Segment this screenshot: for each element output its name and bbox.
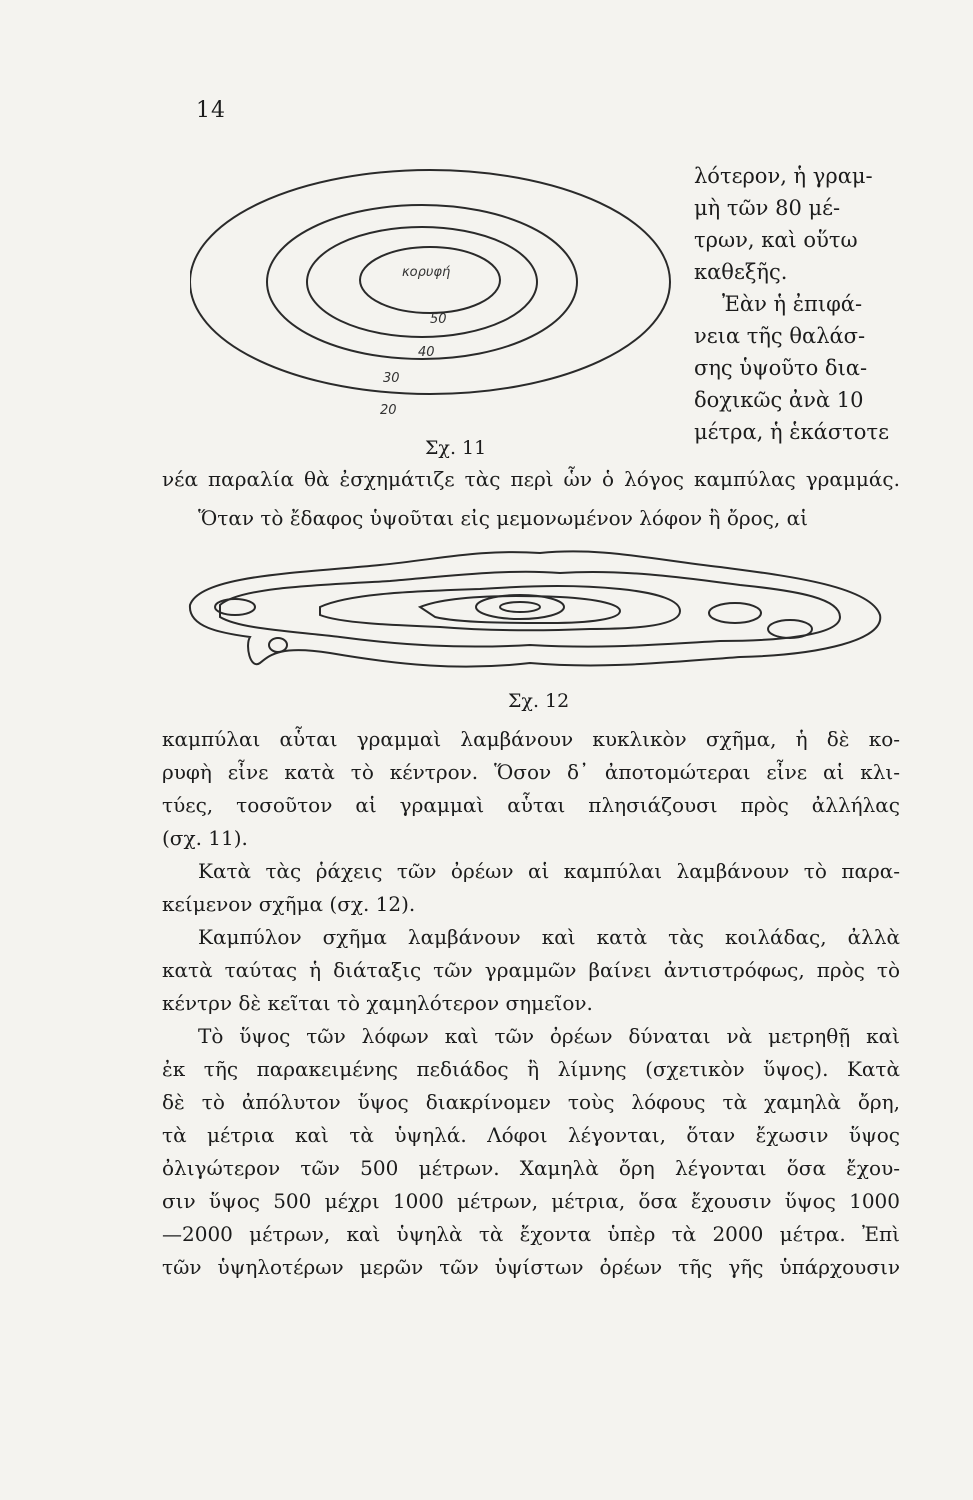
side-line: τρων, καὶ οὕτω (694, 228, 858, 252)
ridge-contour-outer (190, 551, 880, 666)
contour-20 (190, 170, 670, 394)
ridge-knoll-right-2 (768, 620, 812, 638)
ridge-knoll-right-1 (709, 603, 761, 623)
contour-label-50: 50 (430, 312, 447, 327)
text-line: Καμπύλον σχῆμα λαμβάνουν καὶ κατὰ τὰς κοιλάδας, ἀλλὰ (198, 925, 900, 949)
contour-label-30: 30 (383, 371, 400, 386)
text-line: καμπύλαι αὗται γραμμαὶ λαμβάνουν κυκλικὸν σχῆμα, ἡ δὲ κο- (162, 727, 900, 751)
text-line: ρυφὴ εἶνε κατὰ τὸ κέντρον. Ὅσον δ᾿ ἀποτομώτεραι εἶνε αἱ κλι- (162, 760, 900, 784)
text-line: Τὸ ὕψος τῶν λόφων καὶ τῶν ὀρέων δύναται νὰ μετρηθῇ καὶ (198, 1024, 900, 1048)
text-line: κατὰ ταύτας ἡ διάταξις τῶν γραμμῶν βαίνει ἀντιστρόφως, πρὸς τὸ (162, 958, 900, 982)
ridge-contour-5 (476, 595, 564, 619)
side-line: μέτρα, ἡ ἑκάστοτε (694, 420, 889, 444)
side-line: νεια τῆς θαλάσ- (694, 324, 866, 348)
text-line: τῶν ὑψηλοτέρων μερῶν τῶν ὑψίστων ὀρέων τῆς γῆς ὑπάρχουσιν (162, 1255, 900, 1279)
contour-30 (267, 205, 577, 359)
side-line: λότερον, ἡ γραμ- (694, 164, 873, 188)
ridge-contour-peak (500, 602, 540, 612)
side-column (694, 160, 924, 448)
figure-12-caption: Σχ. 12 (508, 690, 570, 712)
ridge-contour-2 (220, 572, 840, 647)
text-line: τὰ μέτρια καὶ τὰ ὑψηλά. Λόφοι λέγονται, ὅταν ἔχωσιν ὕψος (162, 1123, 900, 1147)
ridge-knoll-bottom (269, 638, 287, 652)
text-line: δὲ τὸ ἀπόλυτον ὕψος διακρίνομεν τοὺς λόφους τὰ χαμηλὰ ὄρη, (162, 1090, 900, 1114)
contour-50 (360, 247, 500, 313)
contour-label-20: 20 (380, 403, 397, 418)
figure-12-svg (180, 545, 890, 680)
side-line: καθεξῆς. (694, 260, 788, 284)
text-line: ἐκ τῆς παρακειμένης πεδιάδος ἢ λίμνης (σχετικὸν ὕψος). Κατὰ (162, 1057, 900, 1081)
figure-11-caption: Σχ. 11 (425, 437, 487, 459)
text-line: Κατὰ τὰς ῥάχεις τῶν ὀρέων αἱ καμπύλαι λαμβάνουν τὸ παρα- (198, 859, 900, 883)
side-line: Ἐὰν ἡ ἐπιφά- (722, 292, 863, 316)
text-line: —2000 μέτρων, καὶ ὑψηλὰ τὰ ἔχοντα ὑπὲρ τὰ 2000 μέτρα. Ἐπὶ (162, 1222, 900, 1246)
text-line: κέντρν δὲ κεῖται τὸ χαμηλότερον σημεῖον. (162, 991, 593, 1015)
text-line: σιν ὕψος 500 μέχρι 1000 μέτρων, μέτρια, ὅσα ἔχουσιν ὕψος 1000 (162, 1189, 900, 1213)
text-line: τύες, τοσοῦτον αἱ γραμμαὶ αὗται πλησιάζουσι πρὸς ἀλλήλας (162, 793, 900, 817)
figure-11-svg (190, 160, 690, 430)
figure-12-ridge-contours (180, 545, 890, 680)
peak-label: κορυφή (402, 265, 451, 280)
side-line: μὴ τῶν 80 μέ- (694, 196, 841, 220)
side-line: δοχικῶς ἀνὰ 10 (694, 388, 864, 412)
figure-11-contour-map (190, 160, 690, 430)
text-line: νέα παραλία θὰ ἐσχημάτιζε τὰς περὶ ὧν ὁ λόγος καμπύλας γραμμάς. (162, 467, 900, 491)
side-line: σης ὑψοῦτο δια- (694, 356, 868, 380)
text-line: ὀλιγώτερον τῶν 500 μέτρων. Χαμηλὰ ὄρη λέγονται ὅσα ἔχου- (162, 1156, 900, 1180)
text-line: κείμενον σχῆμα (σχ. 12). (162, 892, 416, 916)
text-line: Ὅταν τὸ ἔδαφος ὑψοῦται εἰς μεμονωμένον λόφον ἢ ὄρος, αἱ (198, 506, 808, 530)
text-line: (σχ. 11). (162, 826, 248, 850)
contour-label-40: 40 (418, 345, 435, 360)
page-number: 14 (196, 98, 226, 123)
contour-40 (307, 227, 537, 337)
